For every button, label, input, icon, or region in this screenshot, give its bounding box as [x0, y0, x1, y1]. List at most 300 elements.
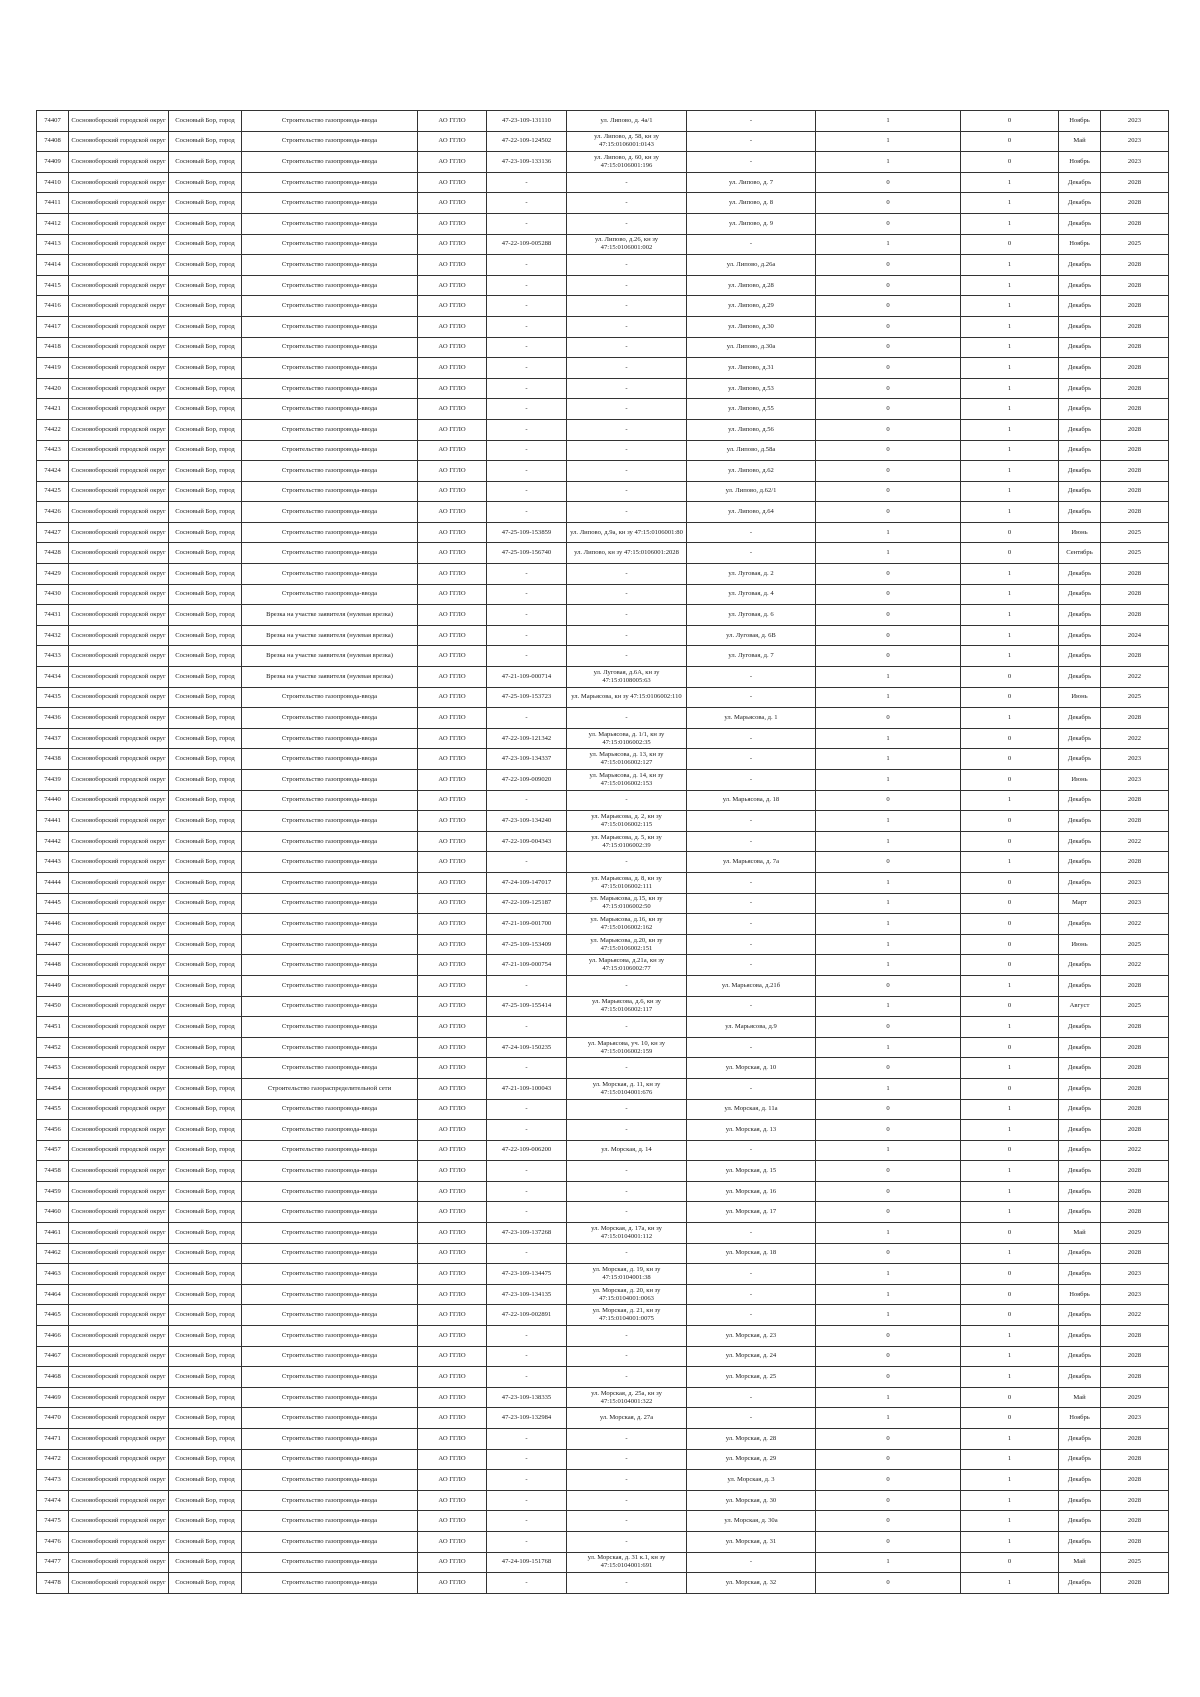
cell-month: Декабрь [1059, 1017, 1101, 1038]
cell-month: Декабрь [1059, 1099, 1101, 1120]
cell-year: 2028 [1101, 811, 1169, 832]
table-body [37, 111, 1169, 1594]
cell-month: Декабрь [1059, 1470, 1101, 1491]
cell-count-planned-a: 1 [816, 934, 961, 955]
cell-year: 2025 [1101, 934, 1169, 955]
cell-count-planned-a: 1 [816, 872, 961, 893]
cell-work-type: Строительство газопровода-ввода [242, 1531, 418, 1552]
cell-municipality: Сосновоборский городской округ [69, 399, 169, 420]
cell-count-planned-a: 1 [816, 811, 961, 832]
cell-year: 2025 [1101, 234, 1169, 255]
cell-work-type: Строительство газопровода-ввода [242, 975, 418, 996]
cell-settlement: Сосновый Бор, город [169, 1552, 242, 1573]
cell-month: Декабрь [1059, 1058, 1101, 1079]
cell-year: 2023 [1101, 111, 1169, 132]
cell-count-planned-a: 1 [816, 1305, 961, 1326]
cell-organization: АО ГГЛО [418, 1161, 487, 1182]
cell-organization: АО ГГЛО [418, 1490, 487, 1511]
cell-settlement: Сосновый Бор, город [169, 543, 242, 564]
cell-address-with-application: - [567, 213, 687, 234]
cell-organization: АО ГГЛО [418, 667, 487, 688]
cell-organization: АО ГГЛО [418, 975, 487, 996]
cell-address-planned: ул. Луговая, д. 4 [687, 584, 816, 605]
cell-work-type: Строительство газопровода-ввода [242, 584, 418, 605]
cell-count-planned-b: 0 [961, 811, 1059, 832]
cell-work-type: Строительство газопровода-ввода [242, 296, 418, 317]
cell-year: 2029 [1101, 1387, 1169, 1408]
cell-year: 2028 [1101, 1058, 1169, 1079]
cell-count-planned-b: 1 [961, 1449, 1059, 1470]
cell-address-with-application: ул. Морская, д. 11, кн зу 47:15:0104001:676 [567, 1078, 687, 1099]
cell-count-planned-b: 0 [961, 996, 1059, 1017]
cell-municipality: Сосновоборский городской округ [69, 1408, 169, 1429]
table-row [37, 358, 1169, 379]
cell-address-planned: ул. Липово, д.64 [687, 502, 816, 523]
cell-organization: АО ГГЛО [418, 893, 487, 914]
table-row [37, 1387, 1169, 1408]
cell-work-type: Строительство газопровода-ввода [242, 564, 418, 585]
cell-work-type: Строительство газопровода-ввода [242, 316, 418, 337]
cell-count-planned-b: 1 [961, 1243, 1059, 1264]
cell-month: Декабрь [1059, 296, 1101, 317]
cell-month: Декабрь [1059, 1367, 1101, 1388]
cell-work-type: Врезка на участке заявителя (нулевая врезка) [242, 646, 418, 667]
cell-month: Декабрь [1059, 749, 1101, 770]
cell-application-number: - [487, 975, 567, 996]
cell-count-planned-b: 1 [961, 358, 1059, 379]
cell-organization: АО ГГЛО [418, 1140, 487, 1161]
cell-address-with-application: ул. Марьясова, д.21а, кн зу 47:15:0106002:77 [567, 955, 687, 976]
cell-application-number: 47-23-109-133136 [487, 152, 567, 173]
cell-month: Декабрь [1059, 1449, 1101, 1470]
cell-year: 2025 [1101, 996, 1169, 1017]
cell-year: 2028 [1101, 1243, 1169, 1264]
table-row [37, 1346, 1169, 1367]
cell-year: 2028 [1101, 1202, 1169, 1223]
cell-settlement: Сосновый Бор, город [169, 399, 242, 420]
cell-count-planned-a: 1 [816, 914, 961, 935]
cell-count-planned-a: 0 [816, 852, 961, 873]
cell-count-planned-b: 1 [961, 1490, 1059, 1511]
cell-year: 2022 [1101, 728, 1169, 749]
table-row [37, 1531, 1169, 1552]
cell-year: 2028 [1101, 296, 1169, 317]
cell-application-number: 47-22-109-002891 [487, 1305, 567, 1326]
cell-row-number: 74454 [37, 1078, 69, 1099]
cell-address-with-application: ул. Луговая, д.6А, кн зу 47:15:0108005:63 [567, 667, 687, 688]
cell-organization: АО ГГЛО [418, 584, 487, 605]
table-row [37, 1223, 1169, 1244]
cell-year: 2022 [1101, 831, 1169, 852]
table-row [37, 1573, 1169, 1594]
cell-year: 2028 [1101, 399, 1169, 420]
table-row [37, 564, 1169, 585]
cell-month: Декабрь [1059, 419, 1101, 440]
cell-year: 2029 [1101, 1223, 1169, 1244]
cell-address-with-application: ул. Марьясова, д.20, кн зу 47:15:0106002:151 [567, 934, 687, 955]
cell-count-planned-b: 1 [961, 1470, 1059, 1491]
cell-organization: АО ГГЛО [418, 1408, 487, 1429]
cell-address-planned: ул. Морская, д. 17 [687, 1202, 816, 1223]
cell-count-planned-b: 1 [961, 193, 1059, 214]
cell-row-number: 74467 [37, 1346, 69, 1367]
table-row [37, 584, 1169, 605]
cell-address-with-application: - [567, 1429, 687, 1450]
cell-application-number: - [487, 1449, 567, 1470]
cell-row-number: 74451 [37, 1017, 69, 1038]
cell-count-planned-a: 0 [816, 399, 961, 420]
cell-settlement: Сосновый Бор, город [169, 1017, 242, 1038]
cell-organization: АО ГГЛО [418, 461, 487, 482]
cell-address-planned: - [687, 687, 816, 708]
cell-address-planned: ул. Морская, д. 11а [687, 1099, 816, 1120]
cell-month: Декабрь [1059, 440, 1101, 461]
cell-work-type: Строительство газопровода-ввода [242, 255, 418, 276]
table-row [37, 749, 1169, 770]
cell-count-planned-b: 0 [961, 667, 1059, 688]
cell-settlement: Сосновый Бор, город [169, 1264, 242, 1285]
cell-municipality: Сосновоборский городской округ [69, 914, 169, 935]
cell-count-planned-a: 0 [816, 1573, 961, 1594]
cell-address-with-application: ул. Морская, д. 27а [567, 1408, 687, 1429]
cell-work-type: Строительство газопровода-ввода [242, 172, 418, 193]
cell-year: 2028 [1101, 708, 1169, 729]
cell-year: 2025 [1101, 543, 1169, 564]
cell-year: 2028 [1101, 481, 1169, 502]
cell-settlement: Сосновый Бор, город [169, 193, 242, 214]
cell-address-with-application: - [567, 564, 687, 585]
cell-work-type: Строительство газопровода-ввода [242, 1511, 418, 1532]
cell-address-planned: ул. Липово, д.55 [687, 399, 816, 420]
cell-month: Декабрь [1059, 667, 1101, 688]
cell-municipality: Сосновоборский городской округ [69, 728, 169, 749]
cell-count-planned-b: 1 [961, 1531, 1059, 1552]
cell-application-number: - [487, 708, 567, 729]
cell-year: 2028 [1101, 1470, 1169, 1491]
cell-count-planned-a: 1 [816, 1078, 961, 1099]
cell-application-number: 47-21-109-000714 [487, 667, 567, 688]
cell-settlement: Сосновый Бор, город [169, 811, 242, 832]
table-row [37, 914, 1169, 935]
cell-municipality: Сосновоборский городской округ [69, 255, 169, 276]
cell-settlement: Сосновый Бор, город [169, 1099, 242, 1120]
cell-count-planned-a: 0 [816, 1490, 961, 1511]
cell-address-with-application: - [567, 1161, 687, 1182]
cell-count-planned-b: 1 [961, 275, 1059, 296]
table-row [37, 1326, 1169, 1347]
cell-address-planned: ул. Морская, д. 3 [687, 1470, 816, 1491]
cell-organization: АО ГГЛО [418, 872, 487, 893]
table-row [37, 481, 1169, 502]
cell-count-planned-b: 0 [961, 152, 1059, 173]
cell-application-number: - [487, 646, 567, 667]
cell-address-planned: ул. Морская, д. 24 [687, 1346, 816, 1367]
cell-address-with-application: - [567, 975, 687, 996]
cell-address-with-application: ул. Морская, д. 14 [567, 1140, 687, 1161]
cell-municipality: Сосновоборский городской округ [69, 275, 169, 296]
table-row [37, 1470, 1169, 1491]
cell-municipality: Сосновоборский городской округ [69, 172, 169, 193]
cell-settlement: Сосновый Бор, город [169, 708, 242, 729]
cell-organization: АО ГГЛО [418, 358, 487, 379]
cell-work-type: Строительство газопровода-ввода [242, 1408, 418, 1429]
table-row [37, 1181, 1169, 1202]
cell-municipality: Сосновоборский городской округ [69, 646, 169, 667]
cell-settlement: Сосновый Бор, город [169, 152, 242, 173]
cell-municipality: Сосновоборский городской округ [69, 790, 169, 811]
cell-count-planned-b: 1 [961, 1429, 1059, 1450]
cell-address-with-application: - [567, 440, 687, 461]
cell-work-type: Строительство газопровода-ввода [242, 852, 418, 873]
cell-row-number: 74441 [37, 811, 69, 832]
cell-address-with-application: - [567, 625, 687, 646]
cell-address-planned: - [687, 893, 816, 914]
cell-settlement: Сосновый Бор, город [169, 502, 242, 523]
cell-work-type: Строительство газопровода-ввода [242, 131, 418, 152]
cell-month: Декабрь [1059, 955, 1101, 976]
cell-count-planned-b: 1 [961, 708, 1059, 729]
cell-row-number: 74460 [37, 1202, 69, 1223]
cell-row-number: 74442 [37, 831, 69, 852]
cell-work-type: Строительство газопровода-ввода [242, 1449, 418, 1470]
cell-year: 2022 [1101, 1140, 1169, 1161]
cell-month: Декабрь [1059, 275, 1101, 296]
cell-row-number: 74443 [37, 852, 69, 873]
cell-address-planned: - [687, 1552, 816, 1573]
cell-work-type: Строительство газопровода-ввода [242, 1387, 418, 1408]
cell-count-planned-a: 1 [816, 1552, 961, 1573]
cell-count-planned-a: 1 [816, 749, 961, 770]
cell-application-number: - [487, 1470, 567, 1491]
cell-address-with-application: ул. Морская, д. 17а, кн зу 47:15:0104001:112 [567, 1223, 687, 1244]
cell-application-number: 47-23-109-138335 [487, 1387, 567, 1408]
cell-count-planned-b: 0 [961, 543, 1059, 564]
cell-month: Декабрь [1059, 213, 1101, 234]
cell-municipality: Сосновоборский городской округ [69, 584, 169, 605]
cell-month: Июнь [1059, 522, 1101, 543]
cell-address-with-application: - [567, 1346, 687, 1367]
cell-organization: АО ГГЛО [418, 378, 487, 399]
cell-year: 2028 [1101, 584, 1169, 605]
cell-organization: АО ГГЛО [418, 955, 487, 976]
cell-application-number: 47-23-109-137268 [487, 1223, 567, 1244]
cell-work-type: Строительство газопровода-ввода [242, 811, 418, 832]
cell-count-planned-b: 1 [961, 419, 1059, 440]
cell-month: Декабрь [1059, 975, 1101, 996]
table-row [37, 1037, 1169, 1058]
cell-application-number: - [487, 1181, 567, 1202]
cell-count-planned-b: 1 [961, 296, 1059, 317]
cell-row-number: 74478 [37, 1573, 69, 1594]
cell-application-number: 47-22-109-121342 [487, 728, 567, 749]
cell-year: 2028 [1101, 461, 1169, 482]
cell-settlement: Сосновый Бор, город [169, 687, 242, 708]
cell-settlement: Сосновый Бор, город [169, 419, 242, 440]
table-row [37, 1511, 1169, 1532]
cell-organization: АО ГГЛО [418, 1326, 487, 1347]
cell-municipality: Сосновоборский городской округ [69, 1387, 169, 1408]
cell-application-number: - [487, 1573, 567, 1594]
cell-municipality: Сосновоборский городской округ [69, 1140, 169, 1161]
cell-address-with-application: ул. Марьясова, уч. 10, кн зу 47:15:0106002:159 [567, 1037, 687, 1058]
cell-year: 2028 [1101, 358, 1169, 379]
cell-work-type: Строительство газопровода-ввода [242, 1367, 418, 1388]
cell-row-number: 74421 [37, 399, 69, 420]
cell-organization: АО ГГЛО [418, 811, 487, 832]
cell-settlement: Сосновый Бор, город [169, 1346, 242, 1367]
cell-address-planned: ул. Морская, д. 28 [687, 1429, 816, 1450]
cell-application-number: - [487, 358, 567, 379]
cell-work-type: Строительство газопровода-ввода [242, 996, 418, 1017]
table-row [37, 811, 1169, 832]
table-row [37, 852, 1169, 873]
cell-organization: АО ГГЛО [418, 234, 487, 255]
cell-month: Март [1059, 893, 1101, 914]
cell-address-with-application: - [567, 419, 687, 440]
cell-year: 2028 [1101, 1429, 1169, 1450]
cell-year: 2028 [1101, 975, 1169, 996]
table-row [37, 131, 1169, 152]
cell-count-planned-a: 0 [816, 275, 961, 296]
cell-year: 2028 [1101, 440, 1169, 461]
cell-municipality: Сосновоборский городской округ [69, 234, 169, 255]
cell-count-planned-b: 0 [961, 687, 1059, 708]
cell-work-type: Строительство газопровода-ввода [242, 770, 418, 791]
cell-row-number: 74468 [37, 1367, 69, 1388]
cell-year: 2025 [1101, 522, 1169, 543]
cell-application-number: 47-25-109-155414 [487, 996, 567, 1017]
cell-settlement: Сосновый Бор, город [169, 213, 242, 234]
cell-address-planned: - [687, 1223, 816, 1244]
cell-count-planned-a: 0 [816, 708, 961, 729]
cell-work-type: Строительство газопровода-ввода [242, 399, 418, 420]
cell-address-with-application: ул. Липово, кн зу 47:15:0106001:2028 [567, 543, 687, 564]
cell-row-number: 74475 [37, 1511, 69, 1532]
table-row [37, 255, 1169, 276]
cell-organization: АО ГГЛО [418, 502, 487, 523]
cell-count-planned-a: 1 [816, 1264, 961, 1285]
cell-count-planned-b: 1 [961, 378, 1059, 399]
cell-count-planned-b: 0 [961, 1408, 1059, 1429]
cell-row-number: 74472 [37, 1449, 69, 1470]
cell-organization: АО ГГЛО [418, 1037, 487, 1058]
cell-address-with-application: - [567, 1326, 687, 1347]
cell-count-planned-b: 1 [961, 1058, 1059, 1079]
cell-address-with-application: - [567, 316, 687, 337]
cell-work-type: Строительство газопровода-ввода [242, 234, 418, 255]
cell-count-planned-a: 0 [816, 975, 961, 996]
cell-settlement: Сосновый Бор, город [169, 1305, 242, 1326]
cell-municipality: Сосновоборский городской округ [69, 811, 169, 832]
cell-settlement: Сосновый Бор, город [169, 1140, 242, 1161]
cell-count-planned-a: 1 [816, 1387, 961, 1408]
table-row [37, 1058, 1169, 1079]
cell-work-type: Строительство газопровода-ввода [242, 934, 418, 955]
cell-row-number: 74432 [37, 625, 69, 646]
cell-address-planned: ул. Морская, д. 10 [687, 1058, 816, 1079]
cell-address-with-application: ул. Марьясова, д.15, кн зу 47:15:0106002:50 [567, 893, 687, 914]
cell-settlement: Сосновый Бор, город [169, 996, 242, 1017]
cell-count-planned-a: 0 [816, 790, 961, 811]
table-row [37, 996, 1169, 1017]
cell-month: Май [1059, 1223, 1101, 1244]
cell-row-number: 74435 [37, 687, 69, 708]
cell-address-with-application: - [567, 481, 687, 502]
cell-address-planned: ул. Липово, д.31 [687, 358, 816, 379]
cell-municipality: Сосновоборский городской округ [69, 708, 169, 729]
cell-organization: АО ГГЛО [418, 275, 487, 296]
cell-address-with-application: - [567, 1017, 687, 1038]
cell-work-type: Врезка на участке заявителя (нулевая врезка) [242, 667, 418, 688]
cell-address-with-application: - [567, 378, 687, 399]
cell-row-number: 74407 [37, 111, 69, 132]
cell-municipality: Сосновоборский городской округ [69, 1161, 169, 1182]
cell-address-planned: ул. Луговая, д. 7 [687, 646, 816, 667]
table-row [37, 1490, 1169, 1511]
cell-application-number: 47-22-109-005288 [487, 234, 567, 255]
cell-municipality: Сосновоборский городской округ [69, 1573, 169, 1594]
cell-address-planned: ул. Морская, д. 15 [687, 1161, 816, 1182]
cell-address-planned: - [687, 152, 816, 173]
cell-month: Декабрь [1059, 1243, 1101, 1264]
cell-row-number: 74436 [37, 708, 69, 729]
cell-count-planned-b: 0 [961, 234, 1059, 255]
cell-municipality: Сосновоборский городской округ [69, 461, 169, 482]
cell-organization: АО ГГЛО [418, 1531, 487, 1552]
cell-address-planned: ул. Морская, д. 16 [687, 1181, 816, 1202]
cell-count-planned-a: 0 [816, 625, 961, 646]
cell-settlement: Сосновый Бор, город [169, 728, 242, 749]
cell-address-planned: - [687, 1408, 816, 1429]
cell-row-number: 74461 [37, 1223, 69, 1244]
cell-organization: АО ГГЛО [418, 687, 487, 708]
cell-settlement: Сосновый Бор, город [169, 275, 242, 296]
cell-address-with-application: - [567, 790, 687, 811]
cell-year: 2022 [1101, 914, 1169, 935]
table-row [37, 1243, 1169, 1264]
cell-application-number: - [487, 172, 567, 193]
cell-count-planned-a: 0 [816, 1470, 961, 1491]
cell-address-planned: - [687, 1037, 816, 1058]
cell-month: Май [1059, 131, 1101, 152]
cell-organization: АО ГГЛО [418, 131, 487, 152]
cell-count-planned-a: 0 [816, 316, 961, 337]
cell-address-with-application: ул. Морская, д. 19, кн зу 47:15:0104001:38 [567, 1264, 687, 1285]
cell-year: 2022 [1101, 1305, 1169, 1326]
cell-address-with-application: - [567, 708, 687, 729]
cell-count-planned-a: 0 [816, 296, 961, 317]
cell-month: Декабрь [1059, 316, 1101, 337]
cell-row-number: 74413 [37, 234, 69, 255]
cell-settlement: Сосновый Бор, город [169, 584, 242, 605]
cell-address-planned: - [687, 522, 816, 543]
cell-address-planned: ул. Марьясова, д. 18 [687, 790, 816, 811]
table-row [37, 502, 1169, 523]
cell-row-number: 74437 [37, 728, 69, 749]
cell-month: Декабрь [1059, 852, 1101, 873]
cell-count-planned-a: 0 [816, 461, 961, 482]
cell-count-planned-b: 0 [961, 131, 1059, 152]
cell-address-with-application: - [567, 1243, 687, 1264]
cell-count-planned-b: 1 [961, 255, 1059, 276]
cell-count-planned-a: 0 [816, 255, 961, 276]
cell-work-type: Строительство газопровода-ввода [242, 502, 418, 523]
cell-settlement: Сосновый Бор, город [169, 1429, 242, 1450]
cell-application-number: 47-24-109-150235 [487, 1037, 567, 1058]
cell-settlement: Сосновый Бор, город [169, 337, 242, 358]
cell-address-planned: ул. Липово, д. 9 [687, 213, 816, 234]
cell-settlement: Сосновый Бор, город [169, 1511, 242, 1532]
